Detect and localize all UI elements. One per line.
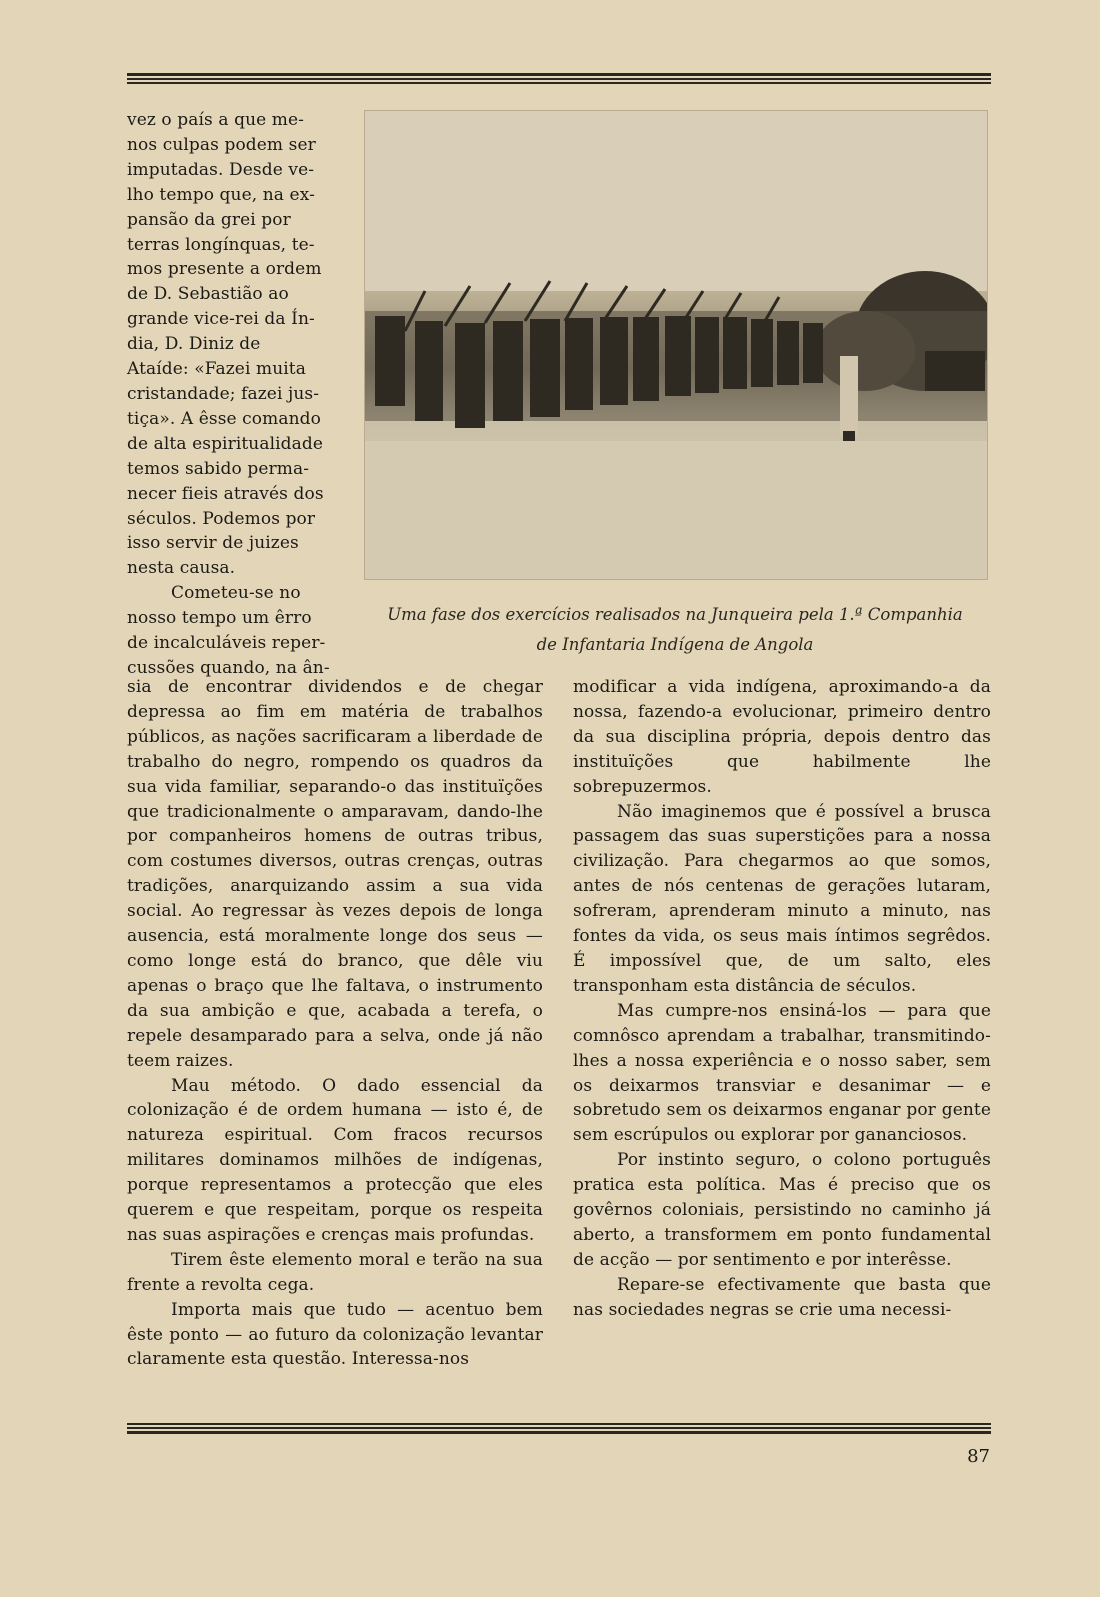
text-line: nesta causa. — [127, 558, 236, 579]
paragraph: Por instinto seguro, o colono português pratica esta política. Mas é preciso que os govêrnos coloniais, persistindo no caminho já aberto, a transformem em ponto fundamental de acção — por sentimento e por interêsse. — [573, 1150, 991, 1270]
text-line: cristandade; fazei jus- — [127, 383, 320, 404]
bottom-rule — [127, 1423, 991, 1436]
paragraph: Repare-se efectivamente que basta que nas sociedades negras se crie uma necessi- — [573, 1274, 991, 1320]
text-line: de alta espiritualidade — [127, 433, 324, 454]
text-line: lho tempo que, na ex- — [127, 184, 315, 205]
text-line: grande vice-rei da Ín- — [127, 309, 315, 330]
text-line: dia, D. Diniz de — [127, 334, 261, 355]
text-line: isso servir de juizes — [127, 533, 299, 554]
text-line: terras longínquas, te- — [127, 234, 315, 255]
text-line: nos culpas podem ser — [127, 134, 316, 155]
paragraph: sia de encontrar dividendos e de chegar depressa ao fim em matéria de trabalhos públicos, as nações sacrificaram a liberdade de trabalho do negro, rompendo os quadros da sua vida familiar, separando-o das instituïções que tradicionalmente o amparavam, dando-lhe por companheiros homens de outras tribus, com costumes diversos, outras crenças, outras tradições, anarquizando assim a sua vida social. Ao regressar às vezes depois de longa ausencia, está moralmente longe dos seus — como longe está do branco, que dêle viu apenas o braço que lhe faltava, o instrumento da sua ambição e que, acabada a terefa, o repele desamparado para a selva, onde já não teem raizes. — [127, 677, 543, 1071]
text-line: Cometeu-se no — [171, 583, 301, 604]
left-column — [127, 675, 543, 1372]
paragraph: Importa mais que tudo — acentuo bem êste ponto — ao futuro da colonização levantar claramente esta questão. Interessa-nos — [127, 1299, 543, 1370]
text-line: de incalculáveis reper- — [127, 633, 326, 654]
paragraph: Não imaginemos que é possível a brusca passagem das suas superstições para a nossa civilização. Para chegarmos ao que somos, antes de nós centenas de gerações lutaram, sofreram, aprenderam minuto a minuto, nas fontes da vida, os seus mais íntimos segrêdos. É impossível que, de um salto, eles transponham esta distância de séculos. — [573, 801, 991, 996]
paragraph: Mas cumpre-nos ensiná-los — para que comnôsco aprendam a trabalhar, transmitindo-lhes a nossa experiência e o nosso saber, sem os deixarmos transviar e desanimar — e sobretudo sem os deixarmos enganar por gente sem escrúpulos ou explorar por gananciosos. — [573, 1000, 991, 1146]
photo-caption — [364, 600, 986, 660]
text-line: de D. Sebastião ao — [127, 284, 289, 305]
paragraph: modificar a vida indígena, aproximando-a da nossa, fazendo-a evolucionar, primeiro dentro da sua disciplina própria, depois dentro das instituïções que habilmente lhe sobrepuzermos. — [573, 677, 991, 797]
text-line: cussões quando, na ân- — [127, 657, 330, 678]
text-line: Ataíde: «Fazei muita — [127, 359, 306, 380]
caption-line: de Infantaria Indígena de Angola — [536, 635, 814, 654]
text-line: imputadas. Desde ve- — [127, 159, 315, 180]
text-line: pansão da grei por — [127, 209, 291, 230]
text-line: vez o país a que me- — [127, 110, 305, 130]
text-line: temos sabido perma- — [127, 458, 310, 479]
left-narrow-column — [127, 108, 337, 681]
text-line: necer fieis através dos — [127, 483, 324, 504]
page-number: 87 — [967, 1446, 990, 1467]
text-line: tiça». A êsse comando — [127, 408, 321, 429]
paragraph: Tirem êste elemento moral e terão na sua frente a revolta cega. — [127, 1249, 543, 1295]
text-line: nosso tempo um êrro — [127, 608, 312, 629]
caption-line: Uma fase dos exercícios realisados na Junqueira pela 1.ª Companhia — [387, 605, 963, 624]
text-line: mos presente a ordem — [127, 259, 322, 280]
top-rule — [127, 73, 991, 86]
right-column — [573, 675, 991, 1323]
paragraph: Mau método. O dado essencial da colonização é de ordem humana — isto é, de natureza espiritual. Com fracos recursos militares dominamos milhões de indígenas, porque representamos a protecção que eles querem e que respeitam, porque os respeita nas suas aspirações e crenças mais profundas. — [127, 1075, 543, 1245]
parade-photo — [364, 110, 988, 580]
text-line: séculos. Podemos por — [127, 508, 316, 529]
